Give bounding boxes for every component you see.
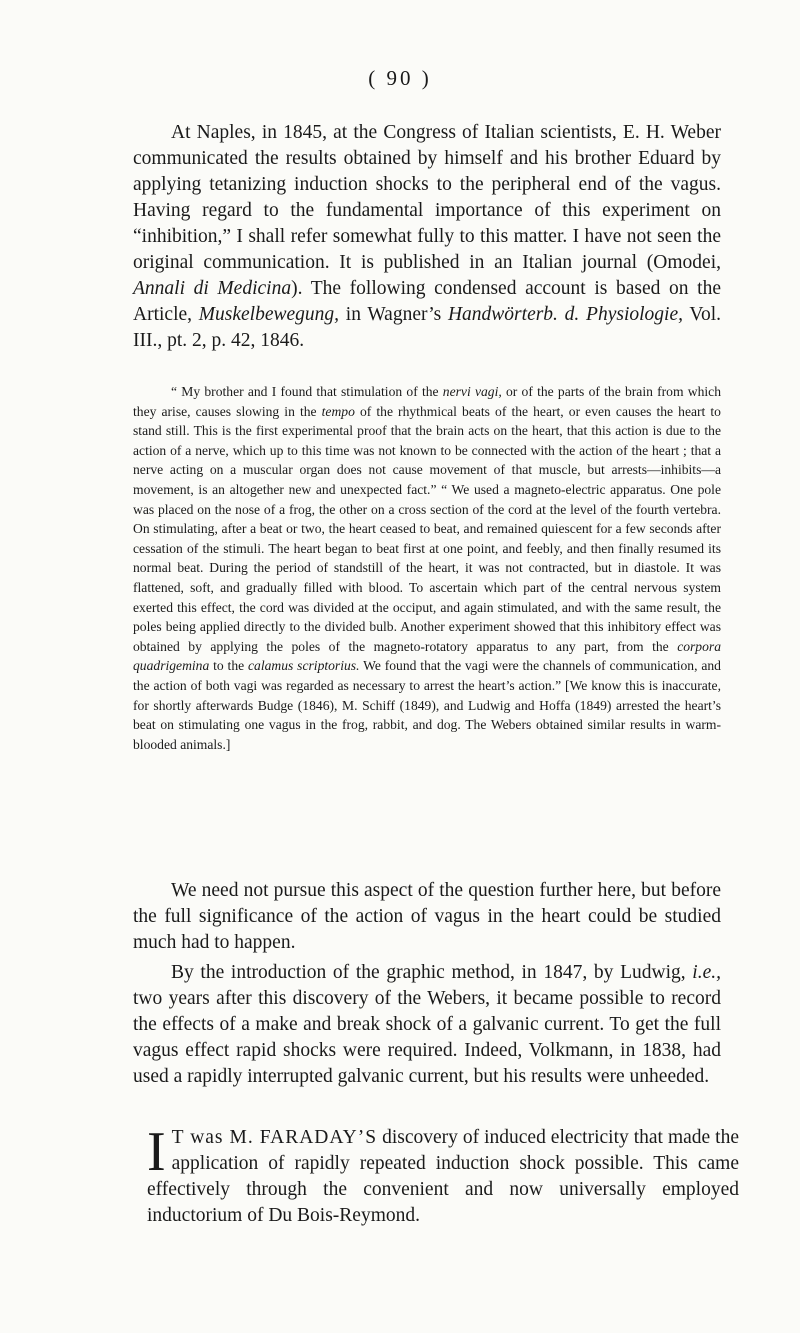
quote-text-c: of the rhythmical beats of the heart, or even causes the heart to stand still. This is the first experimental proof that the brain acts on the heart, that this action is due to the action of a nerve, which up to this time was not known to be connected with the action of the heart ; that a nerve acting on a muscular organ does not cause movement of that muscle, but arrests—inhibits—a movement, is an altogether new and unexpected fact.” “ We used a magneto-electric apparatus. One pole was placed on the nose of a frog, the other on a cross section of the cord at the level of the fourth vertebra. On stimulating, after a beat or two, the heart ceased to beat, and remained quiescent for a few seconds after cessation of the stimuli. The heart began to beat first at one point, and feebly, and then finally resumed its normal beat. During the period of standstill of the heart, it was not contracted, but in diastole. It was flattened, soft, and gradually filled with blood. To ascertain which part of the central nervous system exerted this effect, the cord was divided at the occiput, and again stimulated, and with the same result, the poles being applied directly to the divided bulb. Another experiment showed that this inhibitory effect was obtained by applying the poles of the magneto-rotatory apparatus to any part, from the bbox=[133, 403, 721, 654]
intro-text-d: Vol. III., pt. 2, p. 42, 1846. bbox=[133, 304, 722, 351]
quote-paragraph bbox=[133, 382, 721, 754]
faraday-section bbox=[147, 1121, 739, 1229]
reference-title-italic: Handwörterb. d. Physiologie, bbox=[447, 304, 683, 325]
intro-text-c: in Wagner’s bbox=[339, 304, 448, 325]
article-title-italic: Muskelbewegung, bbox=[198, 304, 340, 325]
quote-text-a: “ My brother and I found that stimulation of the bbox=[171, 384, 443, 399]
drop-cap: I bbox=[147, 1121, 166, 1183]
faraday-text: discovery of induced electricity that made the application of rapidly repeated induction shock possible. This came effectively through the convenient and now universally employed inductorium of Du Bois-Reymond. bbox=[147, 1127, 739, 1226]
journal-title-italic: Annali di Medicina bbox=[133, 278, 292, 299]
quote-text-e: We found that the vagi were the channels of communication, and the action of both vagi was regarded as necessary to arrest the heart’s action.” [We know this is inaccurate, for shortly afterwards Budge (1846), M. Schiff (1849), and Ludwig and Hoffa (1849) arrested the heart’s beat on stimulating one vagus in the frog, rabbit, and dog. The Webers obtained similar results in warm-blooded animals.] bbox=[133, 658, 721, 752]
intro-text-a: At Naples, in 1845, at the Congress of Italian scientists, E. H. Weber communicated the results obtained by himself and his brother Eduard by applying tetanizing induction shocks to the peripheral end of the vagus. Having regard to the fundamental importance of this experiment on “inhibition,” I shall refer somewhat fully to this matter. I have not seen the original communication. It is published in an Italian journal (Omodei, bbox=[133, 122, 721, 273]
followup-paragraph-1: We need not pursue this aspect of the question further here, but before the full significance of the action of vagus in the heart could be studied much had to happen. bbox=[133, 880, 721, 953]
quote-italic-nervi-vagi: nervi vagi, bbox=[442, 384, 502, 399]
quote-text-d: to the bbox=[209, 658, 249, 674]
quote-italic-corpora: corpora quadrigemina bbox=[133, 638, 721, 674]
followup-text-b: two years after this discovery of the Webers, it became possible to record the effects of a make and break shock of a galvanic current. To get the full vagus effect rapid shocks were required. Indeed, Volkmann, in 1838, had used a rapidly interrupted galvanic current, but his results were unheeded. bbox=[133, 988, 721, 1087]
block-quote bbox=[133, 382, 721, 754]
intro-section bbox=[133, 120, 721, 354]
page-number: ( 90 ) bbox=[368, 66, 432, 90]
followup-section bbox=[133, 878, 721, 1090]
faraday-lead: T was M. FARADAY’S bbox=[171, 1127, 378, 1148]
followup-text-a: By the introduction of the graphic method, in 1847, by Ludwig, bbox=[171, 962, 693, 983]
intro-text-b: ). The following condensed account is based on the Article, bbox=[133, 278, 721, 325]
followup-paragraph-2 bbox=[133, 960, 721, 1090]
quote-text-b: or of the parts of the brain from which they arise, causes slowing in the bbox=[133, 384, 721, 419]
intro-paragraph bbox=[133, 120, 721, 354]
followup-italic-ie: i.e., bbox=[692, 962, 721, 983]
quote-italic-tempo: tempo bbox=[321, 403, 355, 419]
quote-italic-calamus: calamus scriptorius. bbox=[248, 658, 360, 674]
